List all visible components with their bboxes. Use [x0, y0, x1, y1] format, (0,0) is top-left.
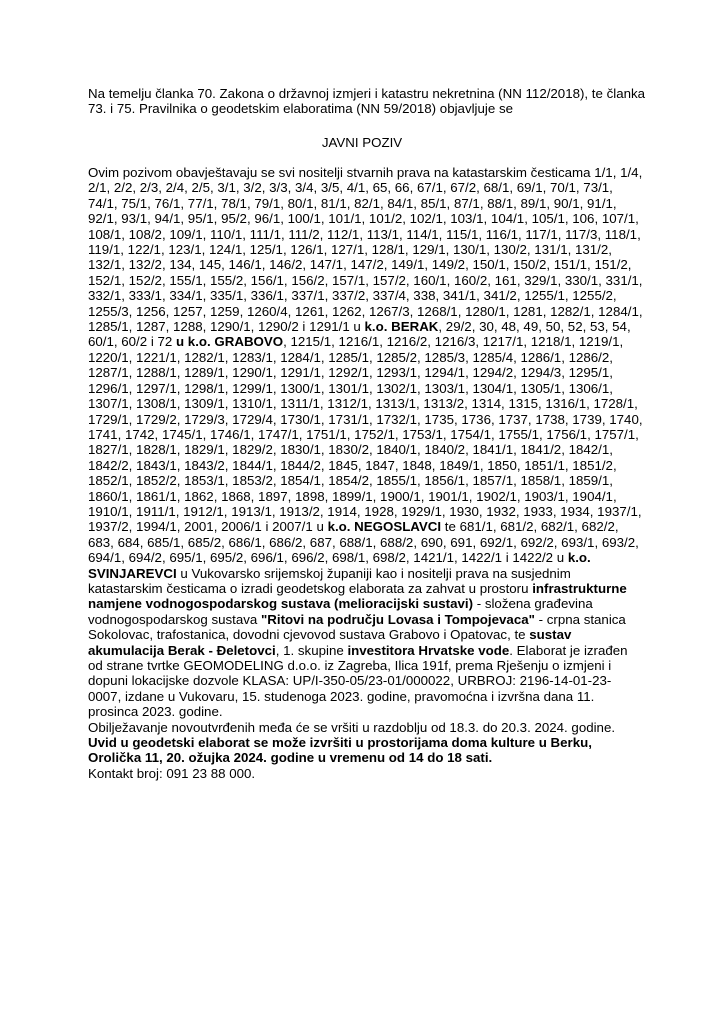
notice-paragraph: [88, 165, 644, 720]
notice-text: , 29/2, 30, 48, 49, 50, 52, 53, 54, 60/1, 60/2 i 72: [88, 319, 631, 350]
notice-text: te 681/1, 681/2, 682/1, 682/2, 683, 684, 685/1, 685/2, 686/1, 686/2, 687, 688/1, 688/2, 690, 691, 692/1, 692/2, 693/1, 693/2, 694/1, 694/2, 695/1, 695/2, 696/1, 696/2, 698/1, 698/2, 1421/1, 1422/1 i 1422/2 u: [88, 519, 639, 566]
inspection-info: Uvid u geodetski elaborat se može izvršiti u prostorijama doma kulture u Berku, Orolička 11, 20. ožujka 2024. godine u vremenu od 14 do 18 sati.: [88, 735, 592, 766]
cadastral-municipality-svinjarevci: k.o. SVINJAREVCI: [88, 550, 591, 581]
notice-text: , 1215/1, 1216/1, 1216/2, 1216/3, 1217/1, 1218/1, 1219/1, 1220/1, 1221/1, 1282/1, 1283/1, 1284/1, 1285/1, 1285/2, 1285/3, 1285/4, 1286/1, 1286/2, 1287/1, 1288/1, 1289/1, 1290/1, 1291/1, 1292/1, 1293/1, 1294/1, 1294/2, 1294/3, 1295/1, 1296/1, 1297/1, 1298/1, 1299/1, 1300/1, 1301/1, 1302/1, 1303/1, 1304/1, 1305/1, 1306/1, 1307/1, 1308/1, 1309/1, 1310/1, 1311/1, 1312/1, 1313/1, 1313/2, 1314, 1315, 1316/1, 1728/1, 1729/1, 1729/2, 1729/3, 1729/4, 1730/1, 1731/1, 1732/1, 1735, 1736, 1737, 1738, 1739, 1740, 1741, 1742, 1745/1, 1746/1, 1747/1, 1751/1, 1752/1, 1753/1, 1754/1, 1755/1, 1756/1, 1757/1, 1827/1, 1828/1, 1829/1, 1829/2, 1830/1, 1830/2, 1840/1, 1840/2, 1841/1, 1841/2, 1842/1, 1842/2, 1843/1, 1843/2, 1844/1, 1844/2, 1845, 1847, 1848, 1849/1, 1850, 1851/1, 1851/2, 1852/1, 1852/2, 1853/1, 1853/2, 1854/1, 1854/2, 1855/1, 1856/1, 1857/1, 1858/1, 1859/1, 1860/1, 1861/1, 1862, 1868, 1897, 1898, 1899/1, 1900/1, 1901/1, 1902/1, 1903/1, 1904/1, 1910/1, 1911/1, 1912/1, 1913/1, 1913/2, 1914, 1928, 1929/1, 1930, 1932, 1933, 1934, 1937/1, 1937/2, 1994/1, 2001, 2006/1 i 2007/1 u: [88, 334, 643, 535]
investor-name: investitora Hrvatske vode: [347, 642, 510, 658]
cadastral-municipality-grabovo: u k.o. GRABOVO: [175, 334, 284, 350]
reservoir-system: sustav akumulacija Berak - Đeletovci: [88, 627, 572, 658]
inspection-paragraph: [88, 735, 644, 766]
notice-text: , 1. skupine: [275, 642, 348, 658]
cadastral-municipality-berak: k.o. BERAK: [364, 319, 439, 335]
cadastral-municipality-negoslavci: k.o. NEGOSLAVCI: [327, 519, 442, 535]
contact-paragraph: Kontakt broj: 091 23 88 000.: [88, 765, 256, 781]
notice-text: . Elaborat je izrađen od strane tvrtke GEOMODELING d.o.o. iz Zagreba, Ilica 191f, prema Rješenju o izmjeni i dopuni lokacijske dozvole KLASA: UP/I-350-05/23-01/000022, URBROJ: 2196-14-01-23-0007, izdane u Vukovaru, 15. studenoga 2023. godine, pravomoćna i izvršna dana 11. prosinca 2023. godine.: [88, 642, 628, 720]
project-name: "Ritovi na području Lovasa i Tompojevaca": [260, 611, 535, 627]
infrastructure-purpose: infrastrukturne namjene vodnogospodarskog sustava (melioracijski sustavi): [88, 580, 627, 612]
intro-paragraph: Na temelju članka 70. Zakona o državnoj izmjeri i katastru nekretnina (NN 112/2018), te članka 73. i 75. Pravilnika o geodetskim elaboratima (NN 59/2018) objavljuje se: [88, 86, 646, 117]
notice-text: Ovim pozivom obavještavaju se svi nositelji stvarnih prava na katastarskim česticama 1/1, 1/4, 2/1, 2/2, 2/3, 2/4, 2/5, 3/1, 3/2, 3/3, 3/4, 3/5, 4/1, 65, 66, 67/1, 67/2, 68/1, 69/1, 70/1, 73/1, 74/1, 75/1, 76/1, 77/1, 78/1, 79/1, 80/1, 81/1, 82/1, 84/1, 85/1, 87/1, 88/1, 89/1, 90/1, 91/1, 92/1, 93/1, 94/1, 95/1, 95/2, 96/1, 100/1, 101/1, 101/2, 102/1, 103/1, 104/1, 105/1, 106, 107/1, 108/1, 108/2, 109/1, 110/1, 111/1, 111/2, 112/1, 113/1, 114/1, 115/1, 116/1, 117/1, 117/3, 118/1, 119/1, 122/1, 123/1, 124/1, 125/1, 126/1, 127/1, 128/1, 129/1, 130/1, 130/2, 131/1, 131/2, 132/1, 132/2, 134, 145, 146/1, 146/2, 147/1, 147/2, 149/1, 149/2, 150/1, 150/2, 151/1, 151/2, 152/1, 152/2, 155/1, 155/2, 156/1, 156/2, 157/1, 157/2, 160/1, 160/2, 161, 329/1, 330/1, 331/1, 332/1, 333/1, 334/1, 335/1, 336/1, 337/1, 337/2, 337/4, 338, 341/1, 341/2, 1255/1, 1255/2, 1255/3, 1256, 1257, 1259, 1260/4, 1261, 1262, 1267/3, 1268/1, 1280/1, 1281, 1282/1, 1284/1, 1285/1, 1287, 1288, 1290/1, 1290/2 i 1291/1 u: [88, 165, 643, 335]
notice-text: u Vukovarsko srijemskoj županiji kao i nositelji prava na susjednim katastarskim česticama o izradi geodetskog elaborata za zahvat u prostoru: [88, 565, 571, 596]
notice-text: - složena građevina vodnogospodarskog sustava: [88, 596, 593, 627]
boundary-marking-paragraph: Obilježavanje novoutvrđenih međa će se vršiti u razdoblju od 18.3. do 20.3. 2024. godine.: [88, 719, 616, 735]
notice-text: - crpna stanica Sokolovac, trafostanica, dovodni cjevovod sustava Grabovo i Opatovac, te: [88, 611, 626, 643]
main-body: [88, 165, 644, 781]
document-title: JAVNI POZIV: [321, 135, 403, 150]
